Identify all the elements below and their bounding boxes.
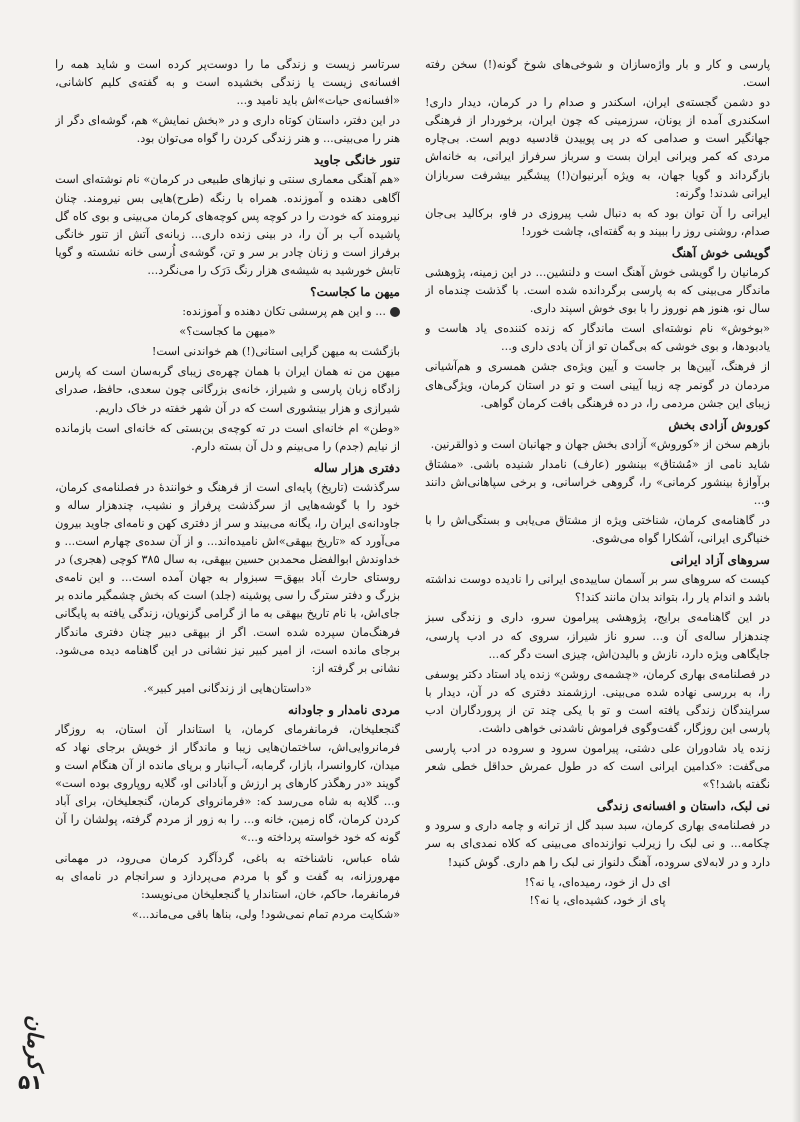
paragraph: زنده یاد شادوران علی دشتی، پیرامون سرود و سروده در ادب پارسی می‌گفت: «کدامین ایرانی است که در طول عمرش حداقل خطی شعر نگفته باشد!؟» <box>425 742 770 792</box>
paragraph: «هم آهنگی معماری سنتی و نیازهای طبیعی در کرمان» نام نوشته‌ای است آگاهی دهنده و آموزنده. همراه با رنگه (طرح)هایی بس نیرومند. چنان نیرومند که خودت را در کوچه پس کوچه‌های کرمان می‌بینی و بوی کاه گل پاشیده آب بر آن را، در بینی زنده داری... زبانه‌ی آتش از تنور خانگی برفراز است و زنان چادر بر سر و تن، گوشه‌ی اُرسی خانه نشسته و گویا تابش خورشید به شیشه‌ی هزار رنگ دَرَک را می‌نگرد... <box>55 173 400 277</box>
paragraph: «بوخوش» نام نوشته‌ای است ماندگار که زنده کننده‌ی یاد هاست و یادبودها، و بوی خوشی که بی‌گمان تو از آن یادی داری و... <box>425 322 770 354</box>
paragraph: «شکایت مردم تمام نمی‌شود! ولی، بناها باقی می‌ماند...» <box>131 907 400 921</box>
paragraph: گنجعلیخان، فرمانفرمای کرمان، یا استاندار آن استان، به روزگار فرمانروایی‌اش، ساختمان‌هایی زیبا و ماندگار از خویش برجای نهاد که میدان، کاروانسرا، بازار، گرمابه، آب‌انبار و برپای مانده از آن هنگام است و گویند «در رهگذر کارهای پر ارزش و آبادانی او، گلایه روپاروی بوده است» و... گلایه به شاه می‌رسد که: «فرمانروای کرمان، گنجعلیخان، برای آباد کردن کرمان، گاه زمین، خانه و... را به زور از مردم گرفته، پولشان را آن گونه که خود خواسته پرداخته و...» <box>55 722 400 845</box>
quote-line: «میهن ما کجاست؟» <box>179 325 276 339</box>
paragraph: کرمانیان را گویشی خوش آهنگ است و دلنشین... در این زمینه، پژوهشی ماندگار می‌بینی که به پارسی برگردانده شده است. با گذشت چندماه از سال نو، هنوز هم نوروز را با بوی خوش اسپند داری. <box>425 265 770 316</box>
paragraph: شاه عباس، ناشناخته به باغی، گردآگرد کرمان می‌رود، در مهمانی مهرورزانه، به گفت و گو با مردم می‌پردازد و سرانجام در نامه‌ای به فرمانفرما، حاکم، خان، استاندار یا گنجعلیخان می‌نویسد: <box>55 851 400 901</box>
section-heading: کوروش آزادی بخش <box>668 417 770 432</box>
paragraph: ایرانی را آن توان بود که به دنبال شب پیروزی در فاو، برکالید بی‌جان صدام، روشنی روز را ببیند و به گفته‌ای، چاشت خورد! <box>425 206 770 238</box>
paragraph: بازهم سخن از «کوروش» آزادی بخش جهان و جهانبان است و ذوالقرنین. <box>430 437 770 451</box>
paragraph: «وطن» ام خانه‌ای است در ته کوچه‌ی بن‌بستی که خانه‌ای است بازمانده از نیایم (جدم) را می‌بینم و دل آن بسته دارم. <box>55 421 400 453</box>
section-heading: تنور خانگی جاوید <box>313 153 400 168</box>
kerman-logo: کرمان <box>23 1014 48 1070</box>
section-heading: مردی نامدار و جاودانه <box>287 702 400 717</box>
bullet-icon <box>390 307 400 317</box>
bullet-paragraph <box>55 303 400 321</box>
paragraph: پارسی و کار و بار واژه‌سازان و شوخی‌های شوخ گونه(!) سخن رفته است. <box>425 58 770 90</box>
paragraph: دو دشمن گجسته‌ی ایران، اسکندر و صدام را در کرمان، دیدار داری! اسکندری آمده از یونان، سرزمینی که چون ایران، برخوردار از فرهنگی جهانگیر است و صدامی که در پی پوییدن قادسیه دویم است. بی‌چاره مردی که کمر ویرانی ایران بست و سرباز سرفراز ایرانی، به خانه‌اش بازگرداند و گویا جهان، به ویژه آبرنیوان(!) پیشگیر بیشرفت سربازان ایرانی شدند! وگرنه: <box>425 96 770 200</box>
paragraph: بازگشت به میهن گرایی استانی(!) هم خواندنی است! <box>151 345 400 359</box>
left-column <box>55 56 400 1076</box>
page-number: ۵۱ <box>18 1070 43 1094</box>
paragraph: در فصلنامه‌ی بهاری کرمان، سبد سبد گل از ترانه و چامه داری و سرود و چکامه... و نی لبک را زیرلب نوازنده‌ای می‌بینی که کلاه نمدی‌ای به سر دارد و در لابه‌لای سروده، آهنگ دلنواز نی لبک را هم داری. گوش کنید! <box>425 819 770 869</box>
paragraph: میهن من نه همان ایران با همان چهره‌ی زیبای گربه‌سان است که پارس زادگاه زبان پارسی و شیراز، خانه‌ی بزرگانی چون سعدی، حافظ، صدرای شیرازی و هزار بینشوری است که در آن شهر خفته در خاک داریم. <box>55 365 400 415</box>
section-heading: میهن ما کجاست؟ <box>310 285 400 300</box>
paragraph: سرگذشت (تاریخ) پایه‌ای است از فرهنگ و خوانندهٔ در فصلنامه‌ی کرمان، خود را با گوشه‌هایی از سرگذشت پرفراز و نشیب، چندهزار ساله و جاودانه‌ی ایران را، یگانه می‌بیند و سر از دفتری کهن و نامه‌ای جاوید بیرون می‌آورد که «تاریخ بیهقی»اش نامیده‌اند... و از آن سده‌ی چهارم است... و خداوندش ابوالفضل محمدبن حسین بیهقی، به سال ۳۸۵ کوچی (هجری) در روستای حارث آباد بیهق= سبزوار به جهان آمده است... و این نامه‌ی بزرگ و دفتر سترگ را سی پوشینه (جلد) است که بخش چشمگیر مانده بر جای‌اش، با نام تاریخ بیهقی به ما از گرامی گزنویان، زندگی یافته به پایگانی فرهنگ‌مان سپرده شده است. اگر از بیهقی دبیر چنان دفتری ماندگار برجای مانده است، از امیر کبیر نیز نشانی در این گاهنامه دیده می‌شود. نشانی بر گرفته از: <box>55 480 400 675</box>
paragraph: شاید نامی از «مُشتاق» بینشور (عارف) نامدار شنیده باشی. «مشتاق برآوازهٔ بینشور کرمانی» را، گروهی خراسانی، و برخی سپاهانی‌اش دانند و... <box>425 457 770 507</box>
section-heading: گویشی خوش آهنگ <box>671 245 770 260</box>
quote-line: «داستان‌هایی از زندگانی امیر کبیر». <box>143 681 312 695</box>
section-heading: نی لبک، داستان و افسانه‌ی زندگی <box>596 799 770 814</box>
poem <box>425 874 770 910</box>
right-column <box>425 56 770 1106</box>
poem-line: پای از خود، کشیده‌ای، یا نه؟! <box>529 893 666 907</box>
paragraph: از فرهنگ، آیین‌ها بر جاست و آیین ویژه‌ی جشن همسری و هم‌آشیانی مردمان در گونمر چه زیبا آیینی است و تو در استان کرمان، ویژگی‌های زیبای این جشن مردمی را، در ده فرهنگی بافت کرمان گواهی. <box>425 360 770 410</box>
paragraph: در این دفتر، داستان کوتاه داری و در «بخش نمایش» هم، گوشه‌ای دگر از هنر را می‌بینی... و هنر زندگی کردن را گواه می‌توان بود. <box>55 114 400 146</box>
paragraph: سرتاسر زیست و زندگی ما را دوست‌پر کرده است و شاید همه را افسانه‌ی زیست یا زندگی بخشیده است و به گفته‌ی کلیم کاشانی، «افسانه‌ی حیات»اش باید نامید و... <box>55 58 400 108</box>
paragraph-text: ... و این هم پرسشی تکان دهنده و آموزنده: <box>182 305 386 319</box>
section-heading: دفتری هزار ساله <box>313 460 400 475</box>
poem-line: ای دل از خود، رمیده‌ای، یا نه؟! <box>524 875 671 889</box>
section-heading: سروهای آزاد ایرانی <box>670 553 770 568</box>
binding-shadow <box>792 0 800 1122</box>
paragraph: در فصلنامه‌ی بهاری کرمان، «چشمه‌ی روشن» زنده یاد استاد دکتر یوسفی را، به بررسی نهاده شده می‌بینی. ارزشمند دفتری که در آن، دیدار با سرایندگان زندگی یافته است و تو با یکی چند تن از پروردگاران ادب پارسی این روزگار، گفت‌وگوی فراموش ناشدنی خواهی داشت. <box>425 667 770 735</box>
paragraph: در گاهنامه‌ی کرمان، شناختی ویژه از مشتاق می‌یابی و بستگی‌اش را با خنیاگری ایرانی، آشکارا گواه می‌شوی. <box>425 514 770 546</box>
paragraph: در این گاهنامه‌ی برایج، پژوهشی پیرامون سرو، داری و زندگی سبز چندهزار ساله‌ی آن و... سرو ناز شیراز، سروی که در ادب پارسی، جایگاهی ویژه دارد، نازش و بالیدن‌اش، چیزی است دگر که... <box>425 611 770 661</box>
paragraph: کیست که سروهای سر بر آسمان ساییده‌ی ایرانی را نادیده دوست نداشته باشد و اندام یار را، بتواند بدان مانند کند!؟ <box>425 573 770 605</box>
